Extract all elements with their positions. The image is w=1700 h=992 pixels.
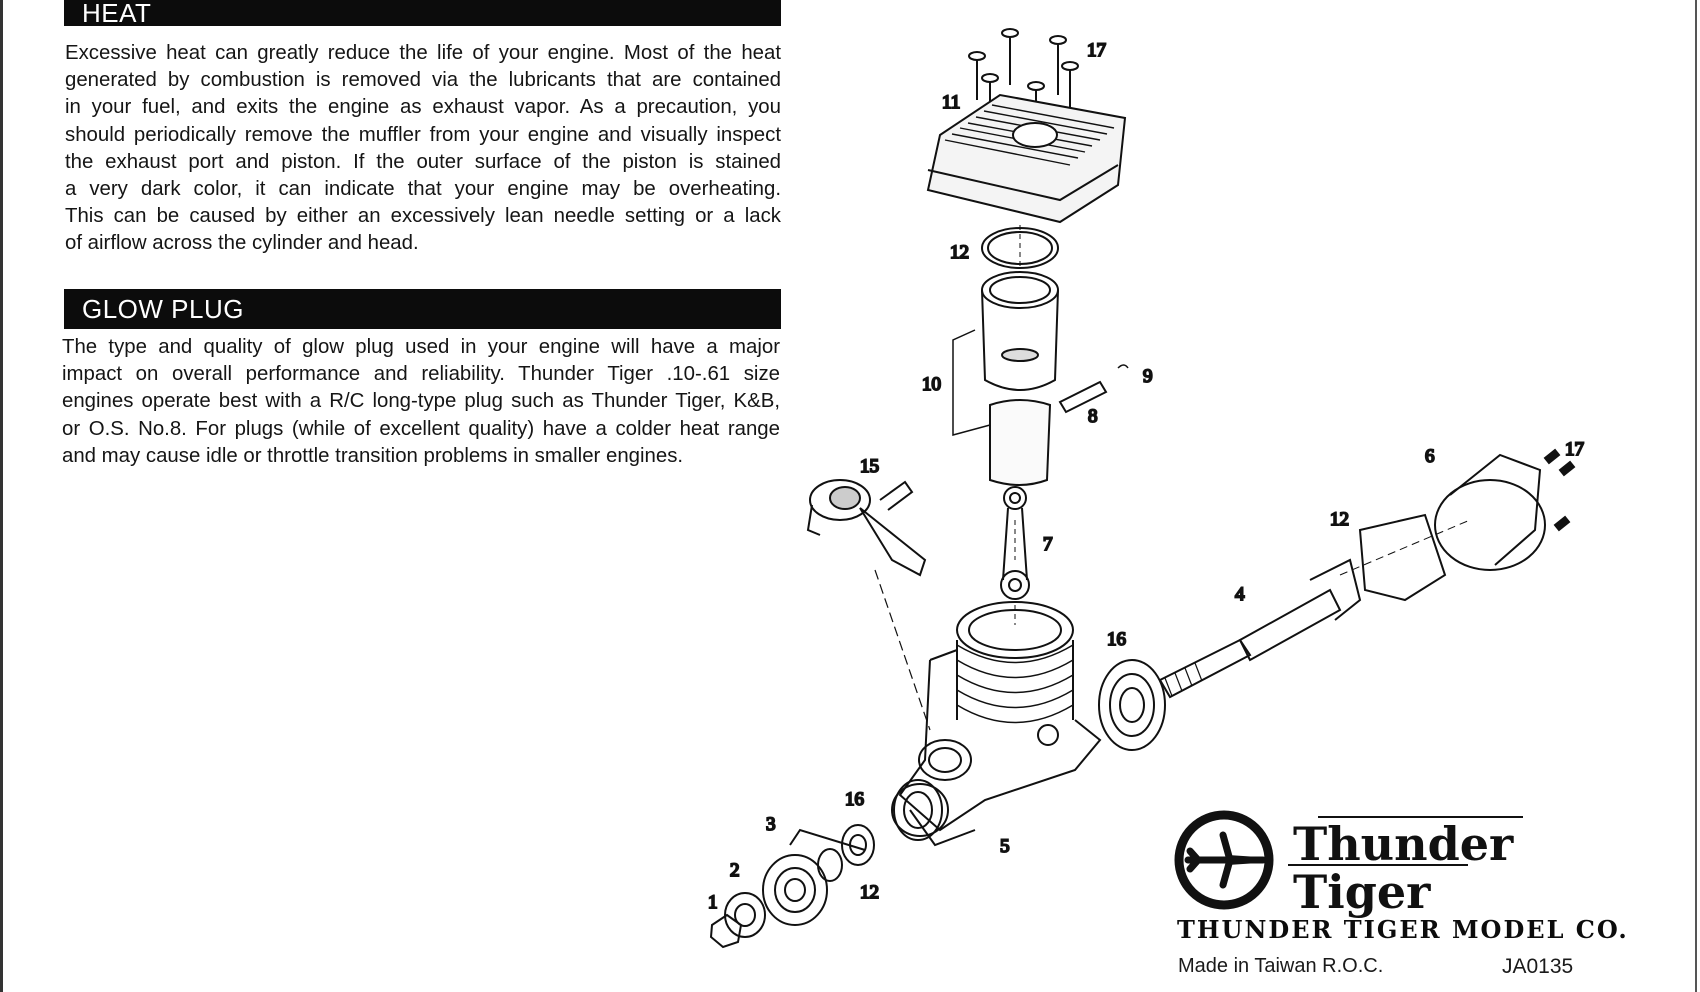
heat-line: Excessive heat can greatly reduce the life of your engine. Most of the heat [65,42,781,64]
part-label: 11 [942,92,961,113]
backplate [1435,455,1545,570]
part-label: 6 [1425,446,1435,467]
heat-line: the exhaust port and piston. If the outer surface of the piston is stained [65,150,781,173]
carburetor [808,480,925,575]
part-label: 2 [730,860,740,881]
jet-circle-logo-icon [1179,815,1269,905]
part-label: 15 [860,456,879,477]
logo-word-tiger: Tiger [1293,865,1431,919]
part-label: 17 [1565,439,1584,460]
part-label: 16 [1107,629,1126,650]
glow-plug-line: or O.S. No.8. For plugs (while of excellent quality) have a colder heat range [62,417,780,440]
cylinder-head [928,95,1125,222]
logo-word-thunder: Thunder [1293,817,1514,871]
crankcase [892,602,1100,845]
heat-line: This can be caused by either an excessively lean needle setting or a lack [65,205,781,228]
origin-text: Made in Taiwan R.O.C. [1178,955,1384,977]
cylinder-sleeve [982,272,1058,390]
backplate-gasket [1360,515,1445,600]
part-label: 17 [1087,40,1106,61]
part-label: 7 [1043,534,1053,555]
glow-plug-line: impact on overall performance and reliability. Thunder Tiger .10-.61 size [62,363,780,386]
heat-line: generated by combustion is removed via the lubricants that are contained [65,69,781,92]
glow-plug-heading: GLOW PLUG [64,289,781,329]
part-label: 1 [708,892,718,913]
thunder-tiger-logo [1168,805,1588,919]
glow-plug-line: and may cause idle or throttle transition problems in smaller engines. [62,444,684,467]
rear-bearing [1099,660,1165,750]
glow-plug-line: engines operate best with a R/C long-type plug such as Thunder Tiger, K&B, [62,390,780,413]
glow-plug-paragraph [62,334,780,470]
part-label: 12 [860,882,879,903]
part-label: 12 [950,242,969,263]
heat-line: a very dark color, it can indicate that your engine may be overheating. [65,178,781,201]
crankshaft [1160,560,1360,697]
company-name: THUNDER TIGER MODEL CO. [1177,915,1629,944]
part-label: 9 [1143,366,1153,387]
heat-line: of airflow across the cylinder and head. [65,232,419,255]
part-label: 4 [1235,584,1245,605]
part-label: 12 [1330,509,1349,530]
drive-hub [763,855,827,925]
document-code: JA0135 [1502,955,1574,978]
part-label: 3 [766,814,776,835]
part-label: 10 [922,374,941,395]
part-label: 16 [845,789,864,810]
heat-line: in your fuel, and exits the engine as exhaust vapor. As a precaution, you [65,96,781,119]
glow-plug-line: The type and quality of glow plug used in your engine will have a major [62,336,780,358]
part-label: 8 [1088,406,1098,427]
heat-heading: HEAT [64,0,781,26]
heat-paragraph [65,40,781,258]
part-label: 5 [1000,836,1010,857]
heat-line: should periodically remove the muffler from your engine and visually inspect [65,123,781,146]
page-edge-left [0,0,3,992]
